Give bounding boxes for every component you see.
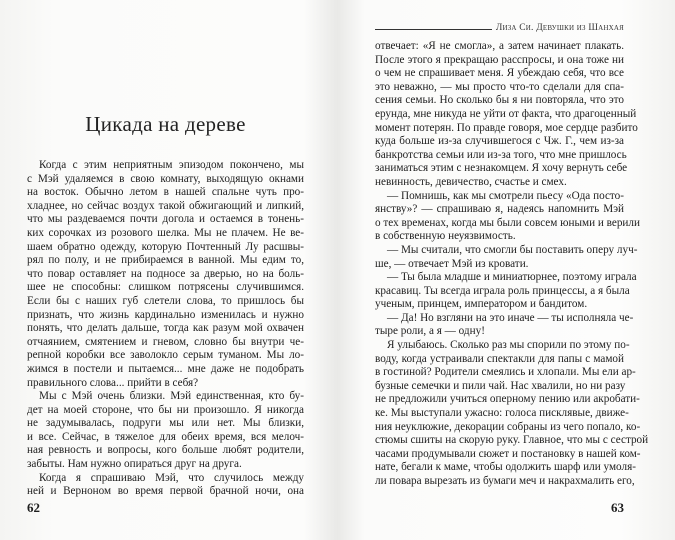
text-line: Я улыбаюсь. Сколько раз мы спорили по этому по- [387, 339, 630, 352]
chapter-title: Цикада на дереве [85, 112, 246, 136]
text-line: ли повара вырезать из бумаги меч и накрахмалить его, [375, 475, 635, 487]
text-line: Когда я спрашиваю Мэй, что случилось между [39, 471, 304, 484]
text-line: в собственную неуязвимость. [375, 230, 516, 243]
text-line: что повар оставляет на подносе за дверью, но на боль- [27, 267, 304, 280]
right-page-body [375, 40, 649, 489]
text-line: Если бы с наших губ слетели слова, то пришлось бы [27, 294, 304, 307]
text-line: заниматься этим с незнакомцем. Я хочу вернуть себе [375, 162, 628, 175]
text-line: рял по полу, и не прибираемся в ванной. Мы едим то, [27, 254, 304, 267]
text-line: ния неуклюжие, декорации собраны из чего попало, ко- [375, 420, 641, 433]
text-line: тыре роли, а я — одну! [375, 325, 485, 338]
text-line: жимся в постели и пытаемся... мне даже не подобрать [27, 362, 304, 375]
text-line: ученым, принцем, императором и бандитом. [375, 298, 588, 311]
text-line: не предложили учиться оперному пению или акробати- [375, 393, 640, 406]
text-line: отвечает: «Я не смогла», а затем начинает плакать. [375, 40, 624, 52]
text-line: дет на моей стороне, что бы ни произошло. Я никогда [27, 403, 304, 416]
text-line: ней и Верноном во время первой брачной ночи, она [27, 485, 304, 498]
text-line: стюмы сшиты на скорую руку. Главное, что мы с сестрой [375, 434, 649, 447]
text-line: — Ты была младше и миниатюрнее, поэтому играла [387, 271, 637, 284]
text-line: Мы с Мэй очень близки. Мэй единственная, кто бу- [39, 390, 304, 403]
right-page [375, 0, 649, 540]
text-line: нате, бегали к маме, чтобы одолжить шарф или умоля- [375, 461, 636, 474]
text-line: шее не способны: слишком потрясены случившимся. [27, 281, 304, 294]
header-rule [375, 29, 492, 30]
text-line: с Мэй удаляемся в свою комнату, выходящую окнами [27, 172, 304, 185]
text-line: ная ревность и вопросы, кого больше любят родители, [27, 444, 304, 457]
text-line: — Да! Но взгляни на это иначе — ты исполняла че- [387, 311, 634, 324]
text-line: о тех временах, когда мы были совсем юными и верили [375, 216, 640, 229]
text-line: куда больше из-за случившегося с Чж. Г., чем из-за [375, 135, 624, 148]
text-line: часами продумывали сюжет и постановку в нашей ком- [375, 447, 641, 460]
text-line: ерунда, мне никуда не уйти от факта, что драгоценный [375, 107, 637, 120]
text-line: хладнее, но сейчас воздух такой обжигающий и липкий, [27, 199, 304, 212]
page-number: 63 [611, 500, 624, 515]
text-line: сения семьи. Но сколько бы я ни повторяла, что это [375, 94, 624, 107]
text-line: — Помнишь, как мы смотрели пьесу «Ода посто- [387, 189, 624, 202]
text-line: бузные семечки и пили чай. Нас хвалили, но ни разу [375, 379, 626, 392]
text-line: ке. Мы выступали ужасно: голоса писклявые, движе- [375, 407, 629, 420]
text-line: красавиц. Ты всегда играла роль принцессы, а я была [375, 284, 630, 297]
running-header [375, 19, 624, 33]
text-line: отчаянием, смятением и гневом, словно бы внутри че- [27, 335, 304, 348]
text-line: банкротства семьи или из-за того, что мне пришлось [375, 148, 627, 161]
text-line: и все. Сейчас, в тяжелое для обеих время, вся мелоч- [27, 430, 304, 443]
left-page-body [27, 159, 304, 499]
left-page [27, 0, 304, 540]
text-line: невинность, девичество, счастье и смех. [375, 175, 567, 188]
page-number: 62 [27, 500, 40, 515]
text-line: что мы раздеваемся почти догола и остаемся в тонень- [27, 213, 304, 226]
text-line: в гостиной? Родители смеялись и хлопали. Мы ели ар- [375, 366, 636, 379]
running-header-text: Лиза Си. Девушки из Шанхая [495, 23, 624, 33]
text-line: понять, что делать дальше, тогда как разум мой охвачен [27, 322, 304, 335]
text-line: ких сорочках из розового шелка. Мы не плачем. Не ве- [27, 226, 304, 239]
text-line: ше, — отвечает Мэй из кровати. [375, 257, 529, 270]
text-line: воду, когда устраивали спектакли для папы с мамой [375, 352, 624, 365]
text-line: янству»? — спрашиваю я, надеясь напомнить Мэй [375, 203, 624, 216]
text-line: это неважно, — мы просто что-то сделали для спа- [375, 80, 624, 93]
text-line: После этого я прекращаю расспросы, и она тоже ни [375, 53, 624, 66]
text-line: — Мы считали, что смогли бы поставить оперу луч- [387, 243, 638, 256]
text-line: о чем не спрашивает меня. Я убеждаю себя, что все [375, 67, 624, 80]
text-line: репной коробки все заволокло серым туманом. Мы ло- [27, 349, 304, 362]
text-line: шаем обратно одежду, которую Почтенный Лу расшвы- [27, 240, 304, 253]
text-line: правильного слова... прийти в себя? [27, 376, 199, 389]
text-line: забыты. Нам нужно опираться друг на друга. [27, 458, 242, 471]
text-line: не задумывалась, подруги мы или нет. Мы близки, [27, 417, 304, 430]
text-line: момент потерян. По правде говоря, мое сердце разбито [375, 121, 638, 134]
text-line: на восток. Обычно летом в нашей спальне чуть про- [27, 186, 304, 199]
text-line: признать, что жизнь кардинально изменилась и нужно [27, 308, 304, 321]
text-line: Когда с этим неприятным эпизодом покончено, мы [39, 159, 304, 171]
